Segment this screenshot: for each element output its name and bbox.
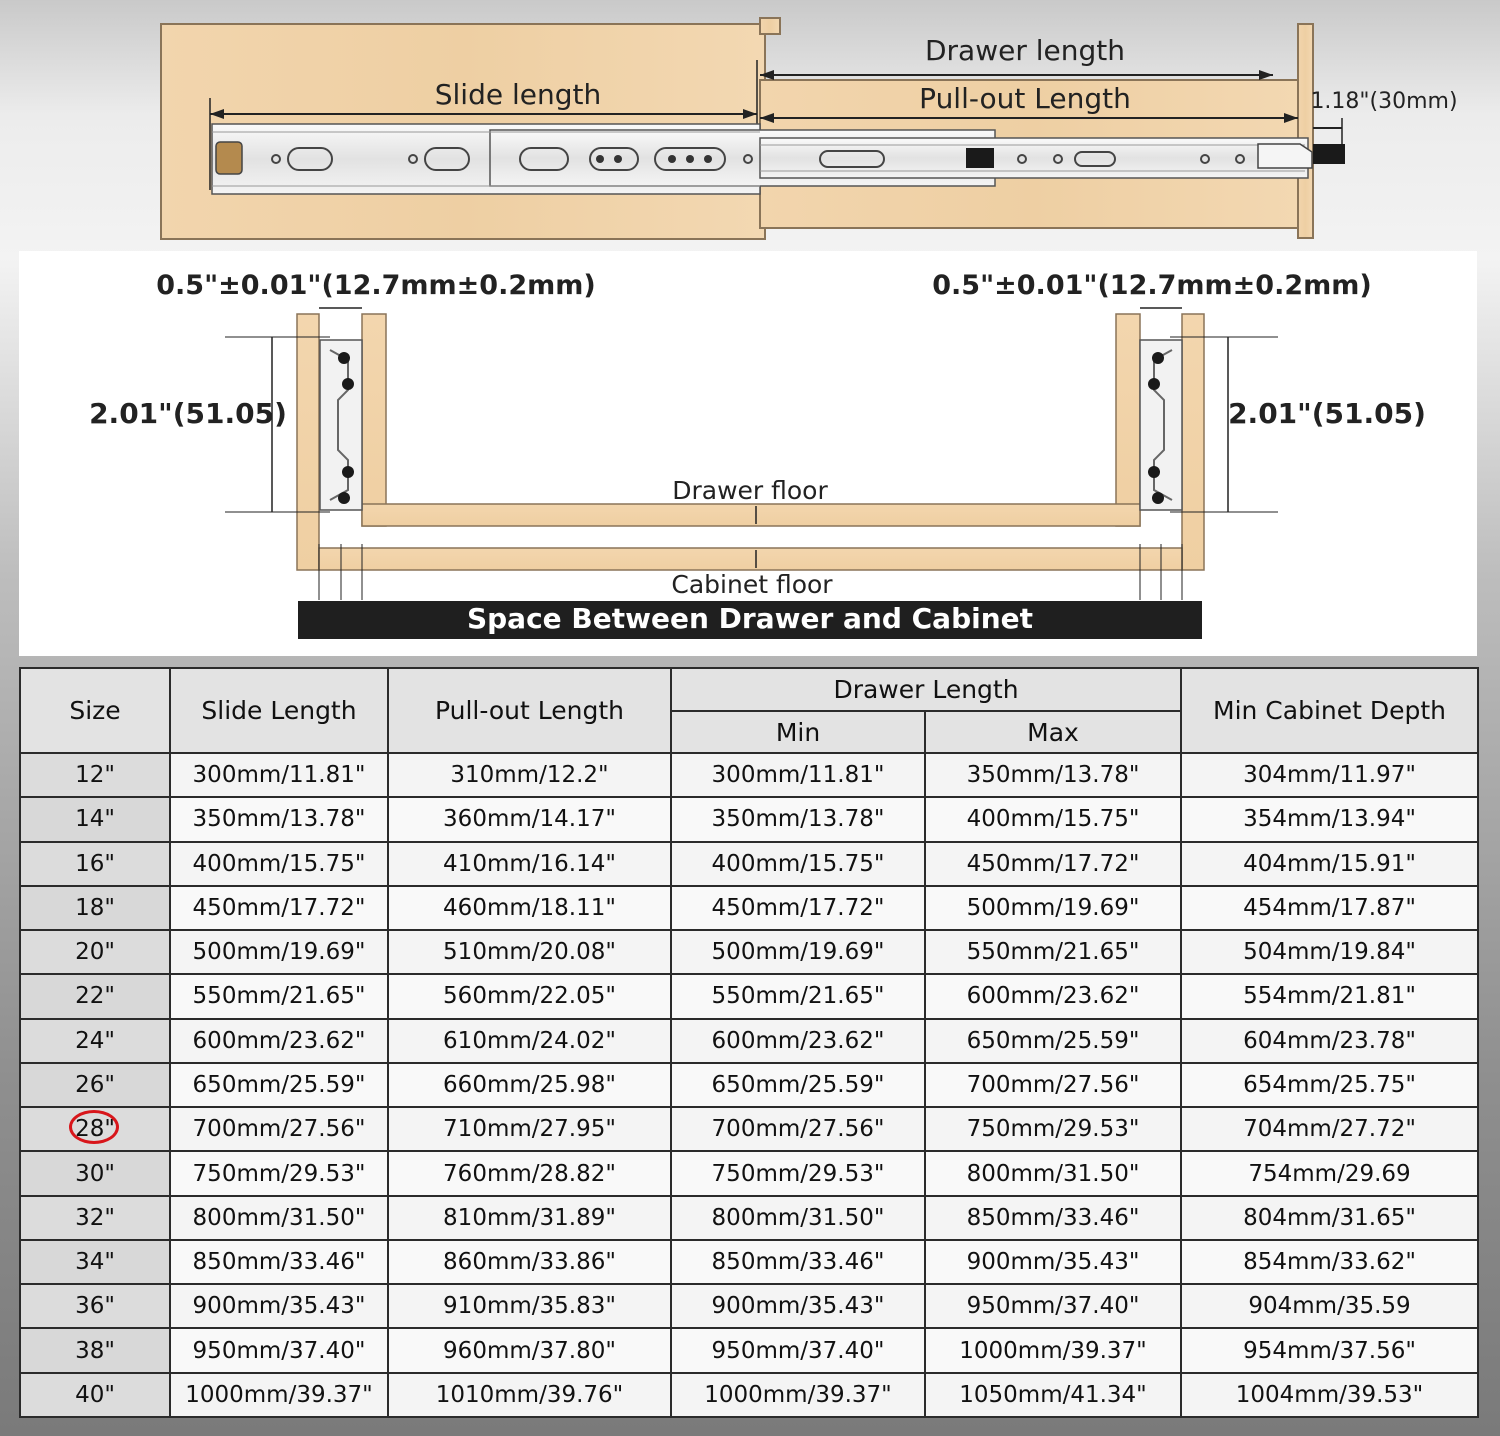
min-cabinet-depth-cell (1181, 797, 1478, 841)
size-cell (20, 974, 170, 1018)
header-slide-length: Slide Length (170, 668, 388, 753)
drawer-max-cell (925, 974, 1181, 1018)
drawer-max-cell (925, 1196, 1181, 1240)
size-specification-table (19, 667, 1479, 1418)
cell-text: 754mm/29.69 (1248, 1160, 1411, 1187)
slide-length-cell (170, 886, 388, 930)
drawer-max-cell (925, 1240, 1181, 1284)
table-row (20, 1328, 1478, 1372)
cell-text: 38" (75, 1337, 115, 1364)
drawer-side-right (1116, 314, 1140, 526)
table-row (20, 1373, 1478, 1417)
cell-text: 16" (75, 850, 115, 877)
size-cell (20, 1240, 170, 1284)
min-cabinet-depth-cell (1181, 1019, 1478, 1063)
cell-text: 800mm/31.50" (711, 1204, 885, 1231)
drawer-length-label: Drawer length (924, 34, 1126, 67)
cell-text: 850mm/33.46" (711, 1249, 885, 1276)
table-row (20, 1196, 1478, 1240)
cell-text: 28" (75, 1116, 115, 1143)
drawer-min-cell (671, 1328, 925, 1372)
cell-text: 34" (75, 1249, 115, 1276)
cell-text: 1000mm/39.37" (704, 1381, 892, 1408)
slide-length-cell (170, 974, 388, 1018)
min-cabinet-depth-cell (1181, 930, 1478, 974)
cabinet-floor-board (319, 548, 1182, 570)
drawer-min-cell (671, 1373, 925, 1417)
pull-out-length-cell (388, 753, 671, 797)
slide-length-cell (170, 1019, 388, 1063)
cell-text: 354mm/13.94" (1243, 806, 1416, 833)
drawer-min-cell (671, 1240, 925, 1284)
cell-text: 700mm/27.56" (192, 1116, 366, 1143)
min-cabinet-depth-cell (1181, 1107, 1478, 1151)
cell-text: 604mm/23.78" (1243, 1027, 1416, 1054)
cell-text: 600mm/23.62" (192, 1027, 366, 1054)
pull-out-length-cell (388, 1151, 671, 1195)
gap-right-label: 0.5"±0.01"(12.7mm±0.2mm) (932, 270, 1372, 301)
cabinet-wall-right (1182, 314, 1204, 570)
height-left-label: 2.01"(51.05) (89, 397, 287, 430)
cell-text: 600mm/23.62" (711, 1027, 885, 1054)
cell-text: 910mm/35.83" (443, 1293, 616, 1320)
cell-text: 800mm/31.50" (966, 1160, 1140, 1187)
drawer-max-cell (925, 1151, 1181, 1195)
pull-out-length-cell (388, 1373, 671, 1417)
slide-length-cell (170, 1151, 388, 1195)
slide-length-cell (170, 1240, 388, 1284)
extension-label: 1.18"(30mm) (1310, 89, 1458, 114)
drawer-floor-label: Drawer floor (672, 476, 828, 505)
size-cell (20, 886, 170, 930)
table-row (20, 1151, 1478, 1195)
drawer-max-cell (925, 1019, 1181, 1063)
drawer-min-cell (671, 1107, 925, 1151)
header-size: Size (20, 668, 170, 753)
cell-text: 950mm/37.40" (966, 1293, 1140, 1320)
cell-text: 410mm/16.14" (443, 850, 616, 877)
cell-text: 850mm/33.46" (192, 1249, 366, 1276)
size-cell (20, 1328, 170, 1372)
cell-text: 650mm/25.59" (192, 1071, 366, 1098)
table-body (20, 753, 1478, 1417)
drawer-max-cell (925, 1328, 1181, 1372)
size-cell (20, 842, 170, 886)
slide-length-cell (170, 1196, 388, 1240)
size-cell (20, 930, 170, 974)
size-cell (20, 1107, 170, 1151)
size-cell (20, 753, 170, 797)
cabinet-wall-left (297, 314, 319, 570)
drawer-side-left (362, 314, 386, 526)
cell-text: 350mm/13.78" (711, 806, 885, 833)
cell-text: 704mm/27.72" (1243, 1116, 1416, 1143)
highlight-circle-marker (69, 1110, 119, 1144)
pull-out-length-cell (388, 797, 671, 841)
cell-text: 500mm/19.69" (966, 894, 1140, 921)
cell-text: 22" (75, 983, 115, 1010)
cell-text: 40" (75, 1381, 115, 1408)
table-row (20, 1284, 1478, 1328)
drawer-min-cell (671, 1196, 925, 1240)
cell-text: 32" (75, 1204, 115, 1231)
cell-text: 660mm/25.98" (443, 1071, 616, 1098)
pull-out-length-cell (388, 1196, 671, 1240)
table-row (20, 1240, 1478, 1284)
header-pull-out-length: Pull-out Length (388, 668, 671, 753)
min-cabinet-depth-cell (1181, 974, 1478, 1018)
cell-text: 460mm/18.11" (443, 894, 616, 921)
size-cell (20, 1284, 170, 1328)
pull-out-length-cell (388, 1240, 671, 1284)
space-banner-label: Space Between Drawer and Cabinet (466, 602, 1034, 635)
cell-text: 454mm/17.87" (1243, 894, 1416, 921)
cell-text: 650mm/25.59" (711, 1071, 885, 1098)
cell-text: 36" (75, 1293, 115, 1320)
slide-length-label: Slide length (434, 78, 602, 111)
cell-text: 400mm/15.75" (966, 806, 1140, 833)
pull-out-length-label: Pull-out Length (919, 82, 1131, 115)
min-cabinet-depth-cell (1181, 842, 1478, 886)
cell-text: 900mm/35.43" (711, 1293, 885, 1320)
pull-out-length-cell (388, 1107, 671, 1151)
cell-text: 610mm/24.02" (443, 1027, 616, 1054)
pull-out-length-cell (388, 1019, 671, 1063)
cell-text: 954mm/37.56" (1243, 1337, 1416, 1364)
min-cabinet-depth-cell (1181, 1063, 1478, 1107)
min-cabinet-depth-cell (1181, 1328, 1478, 1372)
drawer-floor-board (362, 504, 1140, 526)
cell-text: 20" (75, 939, 115, 966)
cell-text: 300mm/11.81" (711, 762, 885, 789)
drawer-max-cell (925, 753, 1181, 797)
cell-text: 654mm/25.75" (1243, 1071, 1416, 1098)
drawer-min-cell (671, 930, 925, 974)
cell-text: 550mm/21.65" (966, 939, 1140, 966)
cross-section-diagram (0, 0, 1500, 660)
height-right-label: 2.01"(51.05) (1228, 397, 1426, 430)
cell-text: 450mm/17.72" (966, 850, 1140, 877)
drawer-min-cell (671, 1151, 925, 1195)
drawer-max-cell (925, 930, 1181, 974)
table-row (20, 930, 1478, 974)
cell-text: 950mm/37.40" (192, 1337, 366, 1364)
table-row (20, 1019, 1478, 1063)
drawer-max-cell (925, 1284, 1181, 1328)
drawer-min-cell (671, 1019, 925, 1063)
size-cell (20, 1019, 170, 1063)
table-row (20, 842, 1478, 886)
cell-text: 904mm/35.59 (1248, 1293, 1411, 1320)
cell-text: 850mm/33.46" (966, 1204, 1140, 1231)
slide-profile-right (1140, 340, 1182, 510)
table-row (20, 753, 1478, 797)
cell-text: 504mm/19.84" (1243, 939, 1416, 966)
size-cell (20, 1196, 170, 1240)
table-row (20, 797, 1478, 841)
cell-text: 304mm/11.97" (1243, 762, 1416, 789)
cell-text: 750mm/29.53" (192, 1160, 366, 1187)
slide-length-cell (170, 1284, 388, 1328)
min-cabinet-depth-cell (1181, 1151, 1478, 1195)
cell-text: 860mm/33.86" (443, 1249, 616, 1276)
table-row (20, 1063, 1478, 1107)
pull-out-length-cell (388, 842, 671, 886)
drawer-max-cell (925, 797, 1181, 841)
cell-text: 1004mm/39.53" (1235, 1381, 1424, 1408)
cell-text: 700mm/27.56" (966, 1071, 1140, 1098)
slide-length-cell (170, 1063, 388, 1107)
cell-text: 750mm/29.53" (711, 1160, 885, 1187)
slide-length-cell (170, 1107, 388, 1151)
cell-text: 12" (75, 762, 115, 789)
slide-length-cell (170, 842, 388, 886)
pull-out-length-cell (388, 930, 671, 974)
cell-text: 800mm/31.50" (192, 1204, 366, 1231)
cell-text: 500mm/19.69" (192, 939, 366, 966)
header-drawer-max: Max (925, 711, 1181, 753)
drawer-min-cell (671, 797, 925, 841)
cell-text: 404mm/15.91" (1243, 850, 1416, 877)
cell-text: 554mm/21.81" (1243, 983, 1416, 1010)
cell-text: 450mm/17.72" (192, 894, 366, 921)
drawer-max-cell (925, 842, 1181, 886)
table-row (20, 886, 1478, 930)
table-row (20, 1107, 1478, 1151)
min-cabinet-depth-cell (1181, 753, 1478, 797)
cell-text: 350mm/13.78" (192, 806, 366, 833)
cell-text: 950mm/37.40" (711, 1337, 885, 1364)
min-cabinet-depth-cell (1181, 1240, 1478, 1284)
drawer-min-cell (671, 974, 925, 1018)
drawer-min-cell (671, 886, 925, 930)
cell-text: 500mm/19.69" (711, 939, 885, 966)
cell-text: 650mm/25.59" (966, 1027, 1140, 1054)
cell-text: 560mm/22.05" (443, 983, 616, 1010)
cell-text: 710mm/27.95" (443, 1116, 616, 1143)
table-row (20, 974, 1478, 1018)
size-cell (20, 1151, 170, 1195)
header-min-cabinet-depth: Min Cabinet Depth (1181, 668, 1478, 753)
cell-text: 14" (75, 806, 115, 833)
pull-out-length-cell (388, 974, 671, 1018)
drawer-max-cell (925, 1373, 1181, 1417)
slide-length-cell (170, 1373, 388, 1417)
cell-text: 900mm/35.43" (192, 1293, 366, 1320)
cell-text: 600mm/23.62" (966, 983, 1140, 1010)
cell-text: 510mm/20.08" (443, 939, 616, 966)
cell-text: 550mm/21.65" (711, 983, 885, 1010)
cell-text: 760mm/28.82" (443, 1160, 616, 1187)
pull-out-length-cell (388, 1328, 671, 1372)
drawer-min-cell (671, 842, 925, 886)
slide-length-cell (170, 753, 388, 797)
cell-text: 310mm/12.2" (450, 762, 609, 789)
size-cell (20, 797, 170, 841)
min-cabinet-depth-cell (1181, 1196, 1478, 1240)
drawer-max-cell (925, 1107, 1181, 1151)
cell-text: 30" (75, 1160, 115, 1187)
slide-length-cell (170, 1328, 388, 1372)
header-drawer-min: Min (671, 711, 925, 753)
pull-out-length-cell (388, 1284, 671, 1328)
cell-text: 450mm/17.72" (711, 894, 885, 921)
cell-text: 804mm/31.65" (1243, 1204, 1416, 1231)
cell-text: 550mm/21.65" (192, 983, 366, 1010)
cell-text: 810mm/31.89" (443, 1204, 616, 1231)
cell-text: 400mm/15.75" (192, 850, 366, 877)
cell-text: 24" (75, 1027, 115, 1054)
slide-length-cell (170, 797, 388, 841)
drawer-min-cell (671, 753, 925, 797)
cell-text: 1050mm/41.34" (959, 1381, 1147, 1408)
cell-text: 1000mm/39.37" (185, 1381, 373, 1408)
drawer-max-cell (925, 886, 1181, 930)
slide-profile-left (320, 340, 362, 510)
cell-text: 750mm/29.53" (966, 1116, 1140, 1143)
drawer-max-cell (925, 1063, 1181, 1107)
min-cabinet-depth-cell (1181, 1284, 1478, 1328)
cell-text: 700mm/27.56" (711, 1116, 885, 1143)
cell-text: 400mm/15.75" (711, 850, 885, 877)
drawer-min-cell (671, 1063, 925, 1107)
cell-text: 300mm/11.81" (192, 762, 366, 789)
min-cabinet-depth-cell (1181, 886, 1478, 930)
cell-text: 900mm/35.43" (966, 1249, 1140, 1276)
cell-text: 960mm/37.80" (443, 1337, 616, 1364)
cell-text: 1010mm/39.76" (435, 1381, 624, 1408)
cell-text: 26" (75, 1071, 115, 1098)
size-cell (20, 1373, 170, 1417)
drawer-min-cell (671, 1284, 925, 1328)
pull-out-length-cell (388, 886, 671, 930)
header-drawer-length: Drawer Length (671, 668, 1181, 711)
min-cabinet-depth-cell (1181, 1373, 1478, 1417)
slide-length-cell (170, 930, 388, 974)
cell-text: 854mm/33.62" (1243, 1249, 1416, 1276)
gap-left-label: 0.5"±0.01"(12.7mm±0.2mm) (156, 270, 596, 301)
pull-out-length-cell (388, 1063, 671, 1107)
cabinet-floor-label: Cabinet floor (671, 570, 833, 599)
cell-text: 18" (75, 894, 115, 921)
cell-text: 1000mm/39.37" (959, 1337, 1147, 1364)
cell-text: 360mm/14.17" (443, 806, 616, 833)
size-cell (20, 1063, 170, 1107)
cell-text: 350mm/13.78" (966, 762, 1140, 789)
